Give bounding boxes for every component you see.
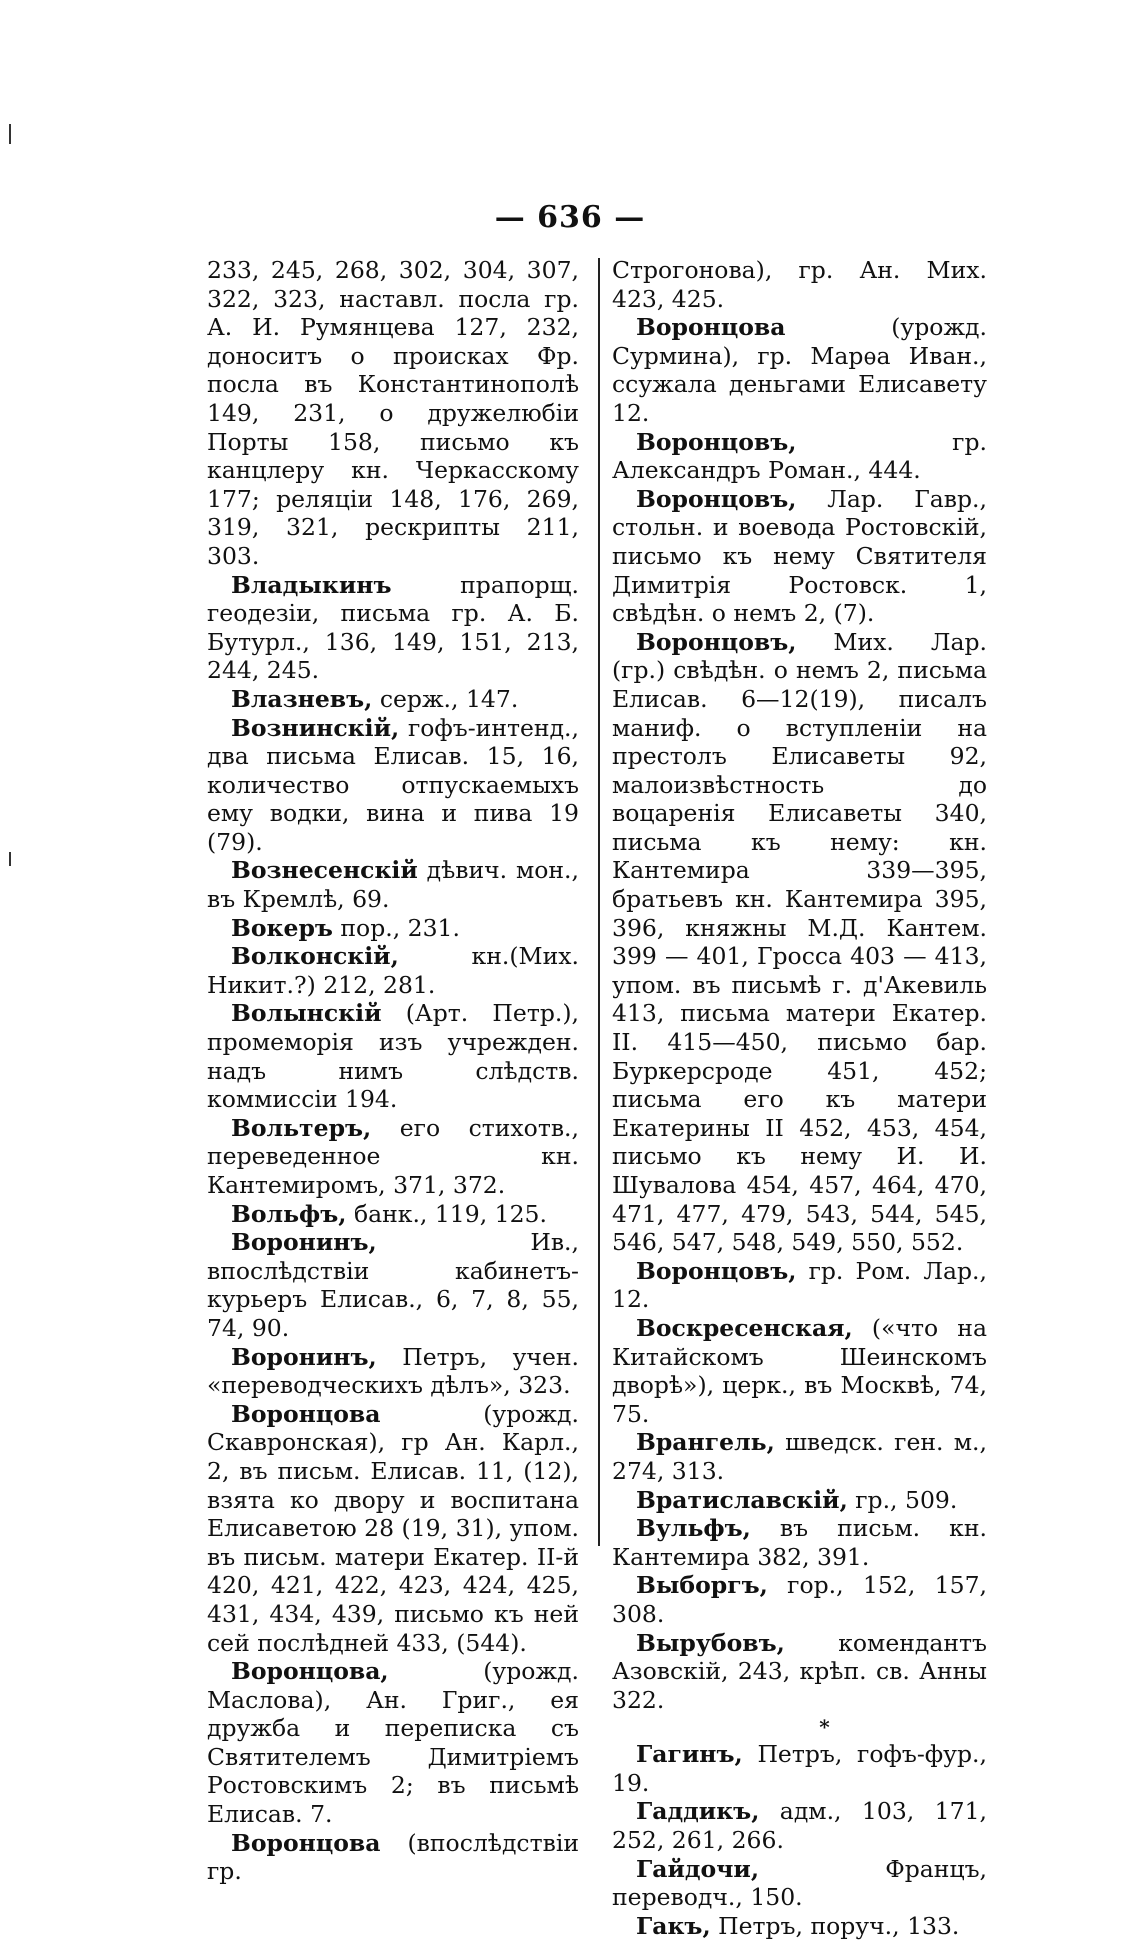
column-divider bbox=[598, 258, 600, 1546]
index-entry: Строгонова), гр. Ан. Мих. 423, 425. bbox=[612, 256, 987, 313]
index-entry: Гагинъ, Петръ, гофъ-фур., 19. bbox=[612, 1740, 987, 1797]
index-entry: Воронцова (урожд. Сурмина), гр. Марѳа Иван., ссужала деньгами Елисавету 12. bbox=[612, 313, 987, 427]
index-entry: Воронцова, (урожд. Маслова), Ан. Григ., ея дружба и переписка съ Святителемъ Димитріемъ Ростовскимъ 2; въ письмѣ Елисав. 7. bbox=[207, 1657, 579, 1829]
index-entry: Воронинъ, Ив., впослѣдствіи кабинетъ-курьеръ Елисав., 6, 7, 8, 55, 74, 90. bbox=[207, 1228, 579, 1342]
index-entry: Вознинскій, гофъ-интенд., два письма Елисав. 15, 16, количество отпускаемыхъ ему водки, вина и пива 19 (79). bbox=[207, 713, 579, 856]
index-entry: Воронцова (урожд. Скавронская), гр Ан. Карл., 2, въ письм. Елисав. 11, (12), взята ко двору и воспитана Елисаветою 28 (19, 31), упом. въ письм. матери Екатер. II-й 420, 421, 422, 423, 424, 425, 431, 434, 439, письмо къ ней сей послѣдней 433, (544). bbox=[207, 1399, 579, 1657]
index-entry: Вольфъ, банк., 119, 125. bbox=[231, 1199, 547, 1228]
index-entry: Врангель, шведск. ген. м., 274, 313. bbox=[612, 1428, 987, 1485]
index-entry: Вознесенскій дѣвич. мон., въ Кремлѣ, 69. bbox=[207, 856, 579, 914]
index-entry: Воронцовъ, гр. Ром. Лар., 12. bbox=[612, 1256, 987, 1314]
index-entry: Волынскій (Арт. Петр.), промеморія изъ учрежден. надъ нимъ слѣдств. коммиссіи 194. bbox=[207, 999, 579, 1114]
index-entry: Вратиславскій, гр., 509. bbox=[636, 1485, 958, 1514]
index-entry: Владыкинъ прапорщ. геодезіи, письма гр. А. Б. Бутурл., 136, 149, 151, 213, 244, 245. bbox=[207, 570, 579, 685]
index-entry: Вольтеръ, его стихотв., переведенное кн. Кантемиромъ, 371, 372. bbox=[207, 1113, 579, 1199]
section-separator-asterisk: * bbox=[819, 1715, 830, 1740]
index-entry: Вокеръ пор., 231. bbox=[231, 913, 460, 942]
index-entry: 233, 245, 268, 302, 304, 307, 322, 323, наставл. посла гр. А. И. Румянцева 127, 232, доноситъ о происках Фр. посла въ Константинополѣ 149, 231, о дружелюбіи Порты 158, письмо къ канцлеру кн. Черкасскому 177; реляціи 148, 176, 269, 319, 321, рескрипты 211, 303. bbox=[207, 256, 579, 570]
index-entry: Воронцовъ, Лар. Гавр., стольн. и воевода Ростовскій, письмо къ нему Святителя Димитрія Ростовск. 1, свѣдѣн. о немъ 2, (7). bbox=[612, 484, 987, 628]
index-entry: Воронцовъ, гр. Александръ Роман., 444. bbox=[612, 427, 987, 485]
index-entry: Воскресенская, («что на Китайскомъ Шеинскомъ дворѣ»), церк., въ Москвѣ, 74, 75. bbox=[612, 1313, 987, 1428]
index-column-left bbox=[207, 256, 579, 1886]
index-entry: Гакъ, Петръ, поруч., 133. bbox=[636, 1911, 960, 1940]
index-entry: Выборгъ, гор., 152, 157, 308. bbox=[612, 1571, 987, 1628]
index-column-right bbox=[612, 256, 987, 1940]
index-entry: Вырубовъ, комендантъ Азовскій, 243, крѣп. св. Анны 322. bbox=[612, 1628, 987, 1714]
scan-edge-mark bbox=[9, 852, 11, 866]
scan-edge-mark bbox=[9, 124, 11, 144]
index-entry: Гаддикъ, адм., 103, 171, 252, 261, 266. bbox=[612, 1797, 987, 1855]
page-number: — 636 — bbox=[494, 200, 646, 235]
index-entry: Воронцова (впослѣдствіи гр. bbox=[207, 1828, 579, 1886]
index-entry: Воронцовъ, Мих. Лар. (гр.) свѣдѣн. о немъ 2, письма Елисав. 6—12(19), писалъ маниф. о вступленіи на престолъ Елисаветы 92, малоизвѣстность до воцаренія Елисаветы 340, письма къ нему: кн. Кантемира 339—395, братьевъ кн. Кантемира 395, 396, княжны М.Д. Кантем. 399 — 401, Гросса 403 — 413, упом. въ письмѣ г. д'Акевиль 413, письма матери Екатер. II. 415—450, письмо бар. Буркерсроде 451, 452; письма его къ матери Екатерины II 452, 453, 454, письмо къ нему И. И. Шувалова 454, 457, 464, 470, 471, 477, 479, 543, 544, 545, 546, 547, 548, 549, 550, 552. bbox=[612, 627, 987, 1257]
index-entry: Волконскій, кн.(Мих. Никит.?) 212, 281. bbox=[207, 942, 579, 999]
index-entry: Гайдочи, Францъ, переводч., 150. bbox=[612, 1854, 987, 1912]
index-entry: Вульфъ, въ письм. кн. Кантемира 382, 391. bbox=[612, 1514, 987, 1571]
index-entry: Воронинъ, Петръ, учен. «переводческихъ дѣлъ», 323. bbox=[207, 1342, 579, 1400]
index-entry: Влазневъ, серж., 147. bbox=[231, 684, 519, 713]
